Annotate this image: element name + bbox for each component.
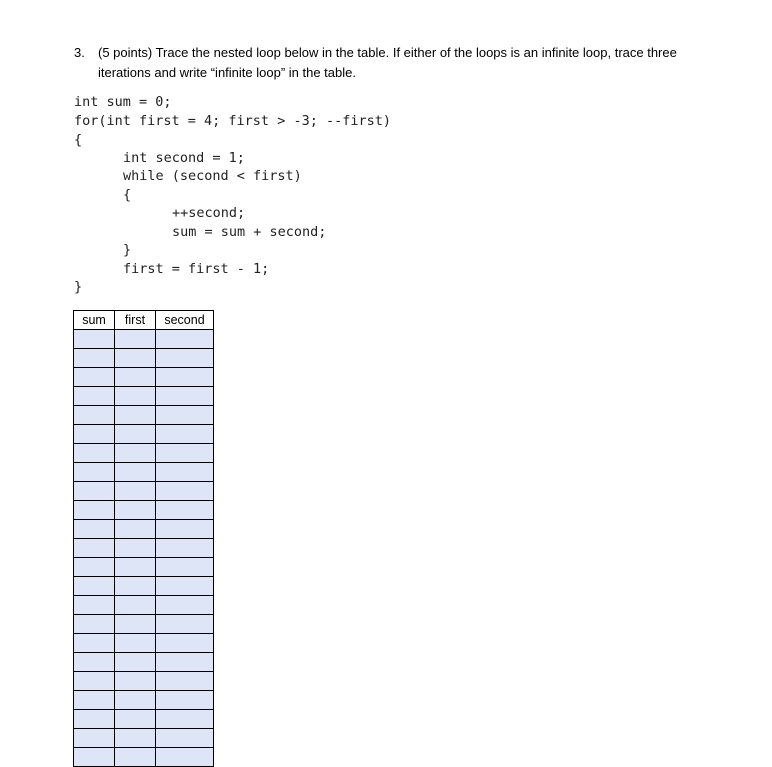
- header-second: second: [156, 311, 214, 330]
- header-first: first: [115, 311, 156, 330]
- sum-cell[interactable]: [74, 710, 115, 729]
- code-line: }: [74, 279, 83, 295]
- table-row: [74, 596, 214, 615]
- first-cell[interactable]: [115, 330, 156, 349]
- first-cell[interactable]: [115, 444, 156, 463]
- table-row: [74, 748, 214, 767]
- question-block: [74, 43, 714, 83]
- first-cell[interactable]: [115, 387, 156, 406]
- second-cell[interactable]: [156, 425, 214, 444]
- sum-cell[interactable]: [74, 748, 115, 767]
- table-row: [74, 501, 214, 520]
- second-cell[interactable]: [156, 729, 214, 748]
- code-line: sum = sum + second;: [172, 224, 327, 240]
- code-line: ++second;: [172, 205, 246, 221]
- table-row: [74, 691, 214, 710]
- first-cell[interactable]: [115, 634, 156, 653]
- first-cell[interactable]: [115, 406, 156, 425]
- first-cell[interactable]: [115, 368, 156, 387]
- table-row: [74, 330, 214, 349]
- code-line: for(int first = 4; first > -3; --first): [74, 113, 391, 129]
- table-row: [74, 672, 214, 691]
- table-row: [74, 406, 214, 425]
- first-cell[interactable]: [115, 748, 156, 767]
- second-cell[interactable]: [156, 634, 214, 653]
- table-row: [74, 615, 214, 634]
- trace-table-body: [74, 330, 214, 767]
- second-cell[interactable]: [156, 349, 214, 368]
- table-row: [74, 577, 214, 596]
- second-cell[interactable]: [156, 444, 214, 463]
- second-cell[interactable]: [156, 387, 214, 406]
- question-number: 3.: [74, 45, 85, 60]
- sum-cell[interactable]: [74, 387, 115, 406]
- sum-cell[interactable]: [74, 539, 115, 558]
- sum-cell[interactable]: [74, 596, 115, 615]
- first-cell[interactable]: [115, 691, 156, 710]
- second-cell[interactable]: [156, 539, 214, 558]
- code-line: {: [74, 132, 83, 148]
- sum-cell[interactable]: [74, 330, 115, 349]
- sum-cell[interactable]: [74, 425, 115, 444]
- sum-cell[interactable]: [74, 691, 115, 710]
- second-cell[interactable]: [156, 748, 214, 767]
- first-cell[interactable]: [115, 596, 156, 615]
- first-cell[interactable]: [115, 615, 156, 634]
- table-row: [74, 634, 214, 653]
- sum-cell[interactable]: [74, 672, 115, 691]
- second-cell[interactable]: [156, 330, 214, 349]
- second-cell[interactable]: [156, 520, 214, 539]
- code-line: first = first - 1;: [123, 261, 270, 277]
- trace-table-header-row: [74, 311, 214, 330]
- header-sum: sum: [74, 311, 115, 330]
- table-row: [74, 349, 214, 368]
- sum-cell[interactable]: [74, 406, 115, 425]
- code-line: {: [123, 187, 132, 203]
- table-row: [74, 368, 214, 387]
- second-cell[interactable]: [156, 653, 214, 672]
- code-line: int sum = 0;: [74, 94, 172, 110]
- second-cell[interactable]: [156, 368, 214, 387]
- table-row: [74, 444, 214, 463]
- sum-cell[interactable]: [74, 558, 115, 577]
- second-cell[interactable]: [156, 710, 214, 729]
- sum-cell[interactable]: [74, 349, 115, 368]
- second-cell[interactable]: [156, 501, 214, 520]
- table-row: [74, 710, 214, 729]
- sum-cell[interactable]: [74, 615, 115, 634]
- first-cell[interactable]: [115, 729, 156, 748]
- code-line: }: [123, 242, 132, 258]
- table-row: [74, 463, 214, 482]
- table-row: [74, 482, 214, 501]
- sum-cell[interactable]: [74, 444, 115, 463]
- first-cell[interactable]: [115, 482, 156, 501]
- sum-cell[interactable]: [74, 482, 115, 501]
- second-cell[interactable]: [156, 615, 214, 634]
- second-cell[interactable]: [156, 672, 214, 691]
- table-row: [74, 387, 214, 406]
- second-cell[interactable]: [156, 482, 214, 501]
- second-cell[interactable]: [156, 463, 214, 482]
- sum-cell[interactable]: [74, 577, 115, 596]
- first-cell[interactable]: [115, 501, 156, 520]
- sum-cell[interactable]: [74, 501, 115, 520]
- first-cell[interactable]: [115, 710, 156, 729]
- table-row: [74, 425, 214, 444]
- first-cell[interactable]: [115, 672, 156, 691]
- table-row: [74, 539, 214, 558]
- first-cell[interactable]: [115, 653, 156, 672]
- table-row: [74, 558, 214, 577]
- code-line: int second = 1;: [123, 150, 245, 166]
- first-cell[interactable]: [115, 577, 156, 596]
- code-line: while (second < first): [123, 168, 302, 184]
- trace-table: [73, 310, 214, 767]
- table-row: [74, 653, 214, 672]
- second-cell[interactable]: [156, 577, 214, 596]
- sum-cell[interactable]: [74, 463, 115, 482]
- second-cell[interactable]: [156, 691, 214, 710]
- sum-cell[interactable]: [74, 368, 115, 387]
- first-cell[interactable]: [115, 558, 156, 577]
- table-row: [74, 729, 214, 748]
- first-cell[interactable]: [115, 349, 156, 368]
- second-cell[interactable]: [156, 596, 214, 615]
- sum-cell[interactable]: [74, 520, 115, 539]
- second-cell[interactable]: [156, 558, 214, 577]
- first-cell[interactable]: [115, 520, 156, 539]
- table-row: [74, 520, 214, 539]
- sum-cell[interactable]: [74, 634, 115, 653]
- sum-cell[interactable]: [74, 729, 115, 748]
- sum-cell[interactable]: [74, 653, 115, 672]
- question-text: (5 points) Trace the nested loop below in the table. If either of the loops is an infinite loop, trace three iterations and write “infinite loop” in the table.: [98, 45, 677, 80]
- first-cell[interactable]: [115, 539, 156, 558]
- first-cell[interactable]: [115, 425, 156, 444]
- first-cell[interactable]: [115, 463, 156, 482]
- second-cell[interactable]: [156, 406, 214, 425]
